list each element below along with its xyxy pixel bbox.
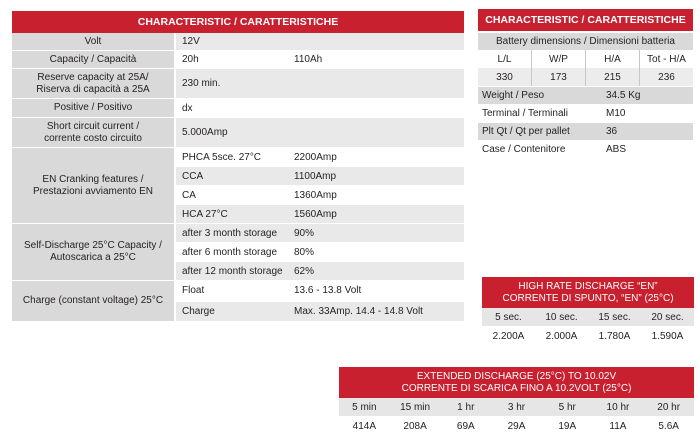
terminal-value: M10: [606, 108, 626, 119]
charge-key: Float: [182, 285, 205, 297]
high-rate-title: [482, 277, 694, 308]
high-rate-values: [482, 326, 694, 346]
extended-headers: [339, 398, 694, 416]
pallet-row: [478, 122, 693, 140]
high-rate-discharge-table: [482, 277, 694, 346]
cranking-label: [12, 148, 176, 223]
short-circuit-row: [12, 118, 464, 148]
capacity-rate: 20h: [182, 54, 199, 65]
extended-value: 29A: [507, 420, 526, 432]
reserve-row: [12, 69, 464, 99]
cranking-value: 1560Amp: [294, 208, 337, 220]
case-label: Case / Contenitore: [482, 144, 566, 155]
dimension-value: 236: [658, 71, 675, 83]
cranking-key: PHCA 5sce. 27°C: [182, 151, 262, 163]
self-discharge-label: [12, 224, 176, 280]
dimension-header: L/L: [478, 50, 532, 68]
self-discharge-key: after 12 month storage: [182, 265, 283, 277]
high-rate-headers: [482, 308, 694, 326]
extended-header: 5 min: [352, 401, 377, 413]
main-table-title: CHARACTERISTIC / CARATTERISTICHE: [12, 11, 464, 33]
high-rate-value: 1.590A: [651, 330, 684, 342]
charge-value: 13.6 - 13.8 Volt: [294, 285, 362, 297]
positive-row: [12, 99, 464, 118]
extended-value: 5.6A: [658, 420, 679, 432]
extended-title-en: EXTENDED DISCHARGE (25°C) TO 10.02V: [416, 370, 617, 382]
self-discharge-row: [12, 224, 464, 281]
reserve-value: 230 min.: [182, 78, 221, 89]
dimension-header: W/P: [532, 50, 586, 68]
cranking-row: [12, 148, 464, 224]
high-rate-title-en: HIGH RATE DISCHARGE “EN”: [518, 280, 658, 292]
weight-value: 34.5 Kg: [606, 90, 641, 101]
high-rate-value: 2.200A: [492, 330, 525, 342]
dimension-header: H/A: [586, 50, 640, 68]
capacity-row: [12, 51, 464, 69]
dimension-value: 215: [586, 68, 640, 86]
terminal-label: Terminal / Terminali: [482, 108, 568, 119]
high-rate-header: 10 sec.: [545, 311, 578, 323]
extended-value: 11A: [609, 420, 627, 432]
dimension-header: Tot - H/A: [647, 53, 686, 65]
short-circuit-value: 5.000Amp: [182, 127, 228, 138]
high-rate-value: 2.000A: [545, 330, 578, 342]
extended-header: 10 hr: [606, 401, 630, 413]
short-circuit-label-en: Short circuit current /: [46, 120, 140, 132]
self-discharge-value: 80%: [294, 246, 315, 258]
cranking-value: 1100Amp: [294, 170, 337, 182]
extended-value: 19A: [558, 420, 577, 432]
dimensions-table: [478, 9, 693, 158]
cranking-key: CA: [182, 189, 196, 201]
weight-row: [478, 86, 693, 104]
dimension-value: 330: [478, 68, 532, 86]
cranking-value: 1360Amp: [294, 189, 337, 201]
extended-header: 1 hr: [457, 401, 475, 413]
extended-header: 3 hr: [507, 401, 526, 413]
charge-label: Charge (constant voltage) 25°C: [12, 281, 176, 321]
case-value: ABS: [606, 144, 627, 155]
reserve-label: [12, 69, 176, 98]
extended-title: [339, 367, 694, 398]
voltage-row: [12, 33, 464, 51]
extended-value: 414A: [352, 420, 377, 432]
self-discharge-key: after 6 month storage: [182, 246, 278, 258]
dimension-values: [478, 68, 693, 86]
capacity-value: 110Ah: [294, 54, 323, 65]
extended-title-it: CORRENTE DI SCARICA FINO A 10.2VOLT (25°C): [401, 382, 632, 394]
self-discharge-value: 90%: [294, 227, 315, 239]
charge-row: [12, 281, 464, 322]
extended-header: 15 min: [400, 401, 431, 413]
reserve-label-en: Reserve capacity at 25A/: [37, 71, 149, 83]
short-circuit-label: [12, 118, 176, 147]
high-rate-header: 5 sec.: [495, 311, 522, 323]
self-discharge-value: 62%: [294, 265, 315, 277]
pallet-label: Plt Qt / Qt per pallet: [482, 126, 570, 137]
extended-header: 5 hr: [558, 401, 576, 413]
dimensions-title: Battery dimensions / Dimensioni batteria: [478, 31, 693, 50]
extended-value: 208A: [403, 420, 427, 432]
pallet-value: 36: [606, 126, 618, 137]
right-table-title: CHARACTERISTIC / CARATTERISTICHE: [478, 9, 693, 31]
cranking-value: 2200Amp: [294, 151, 337, 163]
capacity-label: Capacity / Capacità: [12, 51, 176, 68]
voltage-label: Volt: [12, 33, 176, 50]
cranking-label-it: Prestazioni avviamento EN: [32, 185, 154, 197]
terminal-row: [478, 104, 693, 122]
extended-value: 69A: [456, 420, 475, 432]
extended-header: 20 hr: [657, 401, 681, 413]
dimension-headers: [478, 50, 693, 68]
self-discharge-label-it: Autoscarica a 25°C: [50, 252, 136, 263]
cranking-key: CCA: [182, 170, 204, 182]
reserve-label-it: Riserva di capacità a 25A: [36, 83, 150, 95]
cranking-label-en: EN Cranking features /: [42, 173, 144, 185]
short-circuit-label-it: corrente costo circuito: [44, 132, 142, 144]
self-discharge-label-en: Self-Discharge 25°C Capacity /: [24, 240, 162, 251]
extended-discharge-table: [339, 367, 694, 436]
case-row: [478, 140, 693, 158]
charge-value: Max. 33Amp. 14.4 - 14.8 Volt: [294, 305, 423, 317]
self-discharge-key: after 3 month storage: [182, 227, 278, 239]
high-rate-title-it: CORRENTE DI SPUNTO, “EN” (25°C): [502, 292, 674, 304]
high-rate-value: 1.780A: [598, 330, 631, 342]
high-rate-header: 15 sec.: [598, 311, 631, 323]
dimension-value: 173: [532, 68, 586, 86]
high-rate-header: 20 sec.: [651, 311, 684, 323]
voltage-value: 12V: [182, 36, 200, 47]
characteristics-table: [12, 11, 464, 322]
charge-key: Charge: [182, 305, 215, 317]
cranking-key: HCA 27°C: [182, 208, 228, 220]
positive-label: Positive / Positivo: [12, 99, 176, 117]
extended-values: [339, 416, 694, 436]
weight-label: Weight / Peso: [482, 90, 545, 101]
positive-value: dx: [182, 102, 193, 114]
